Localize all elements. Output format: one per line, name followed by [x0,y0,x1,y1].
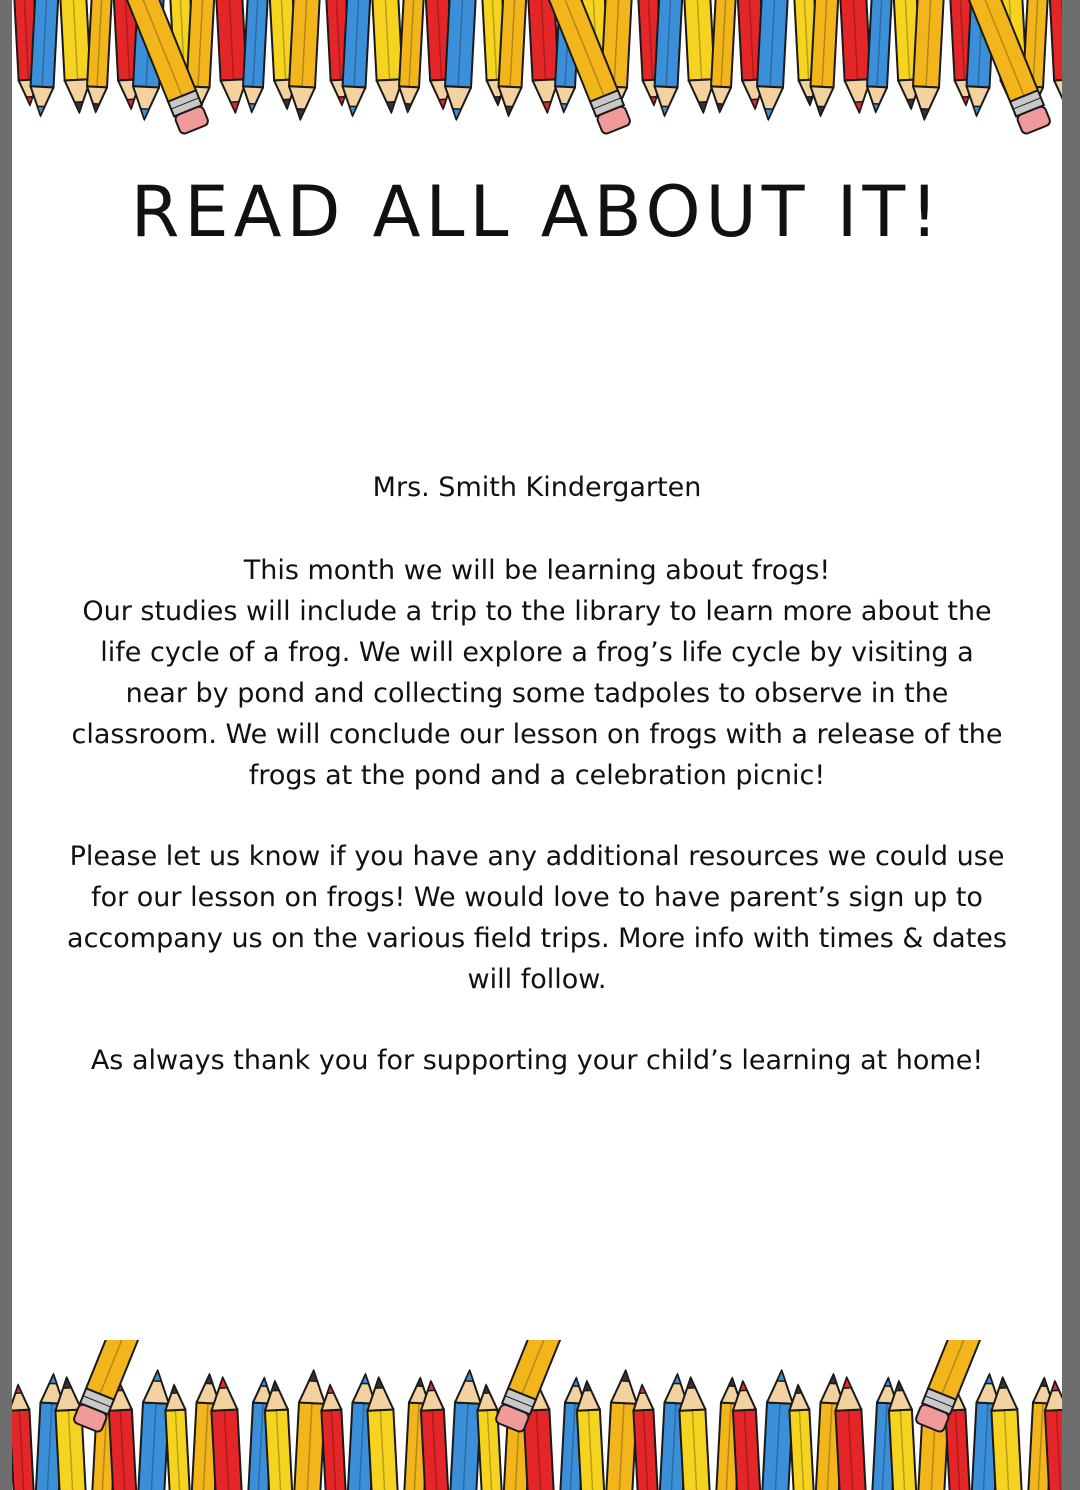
paragraph-line: accompany us on the various field trips. More info with times & dates [67,923,1007,954]
pencil-icon [164,1385,190,1490]
paragraph-line: This month we will be learning about frogs! [243,555,831,586]
pencil-icon [755,0,788,120]
paragraph-resources [12,836,1062,1000]
pencil-icon [372,0,404,113]
paragraph-line: Our studies will include a trip to the library to learn more about the [82,596,992,627]
pencil-icon [632,1385,658,1490]
pencil-icon [29,0,58,116]
pencil-icon [809,0,838,116]
pencil-icon [86,0,112,112]
pencil-icon [216,0,248,113]
class-name: Mrs. Smith Kindergarten [372,472,702,503]
pencil-icon [1050,0,1062,109]
paragraph-line: for our lesson on frogs! We would love to have parent’s sign up to [91,882,983,913]
paragraph-frogs-intro [12,550,1062,796]
pencil-icon [497,0,526,116]
pencil-icon [287,0,320,120]
pencil-icon [398,0,424,112]
paragraph-line: classroom. We will conclude our lesson on frogs with a release of the [71,719,1003,750]
pencil-icon [443,0,476,120]
pencil-icon [320,1385,346,1490]
newsletter-page [12,0,1062,1490]
paragraph-line: near by pond and collecting some tadpoles to observe in the [125,678,949,709]
headline: READ ALL ABOUT IT! [130,171,944,253]
pencil-border-bottom [12,1340,1062,1490]
pencil-icon [476,1385,502,1490]
paragraph-line: As always thank you for supporting your child’s learning at home! [90,1045,984,1076]
pencil-icon [911,0,944,120]
pencil-icon [840,0,872,113]
pencil-icon [12,1385,34,1490]
pencil-icon [788,1385,814,1490]
pencil-icon [684,0,716,113]
pencil-icon [60,0,92,113]
pencil-icon [242,0,268,112]
pencil-icon [710,0,736,112]
paragraph-line: frogs at the pond and a celebration picnic! [248,760,826,791]
paragraph-line: will follow. [467,964,607,995]
paragraph-line: life cycle of a frog. We will explore a frog’s life cycle by visiting a [100,637,974,668]
paragraph-thanks [12,1040,1062,1081]
paragraph-line: Please let us know if you have any additional resources we could use [69,841,1005,872]
pencil-icon [341,0,370,116]
pencil-icon [866,0,892,112]
pencil-icon [653,0,682,116]
pencil-border-top [12,0,1062,150]
